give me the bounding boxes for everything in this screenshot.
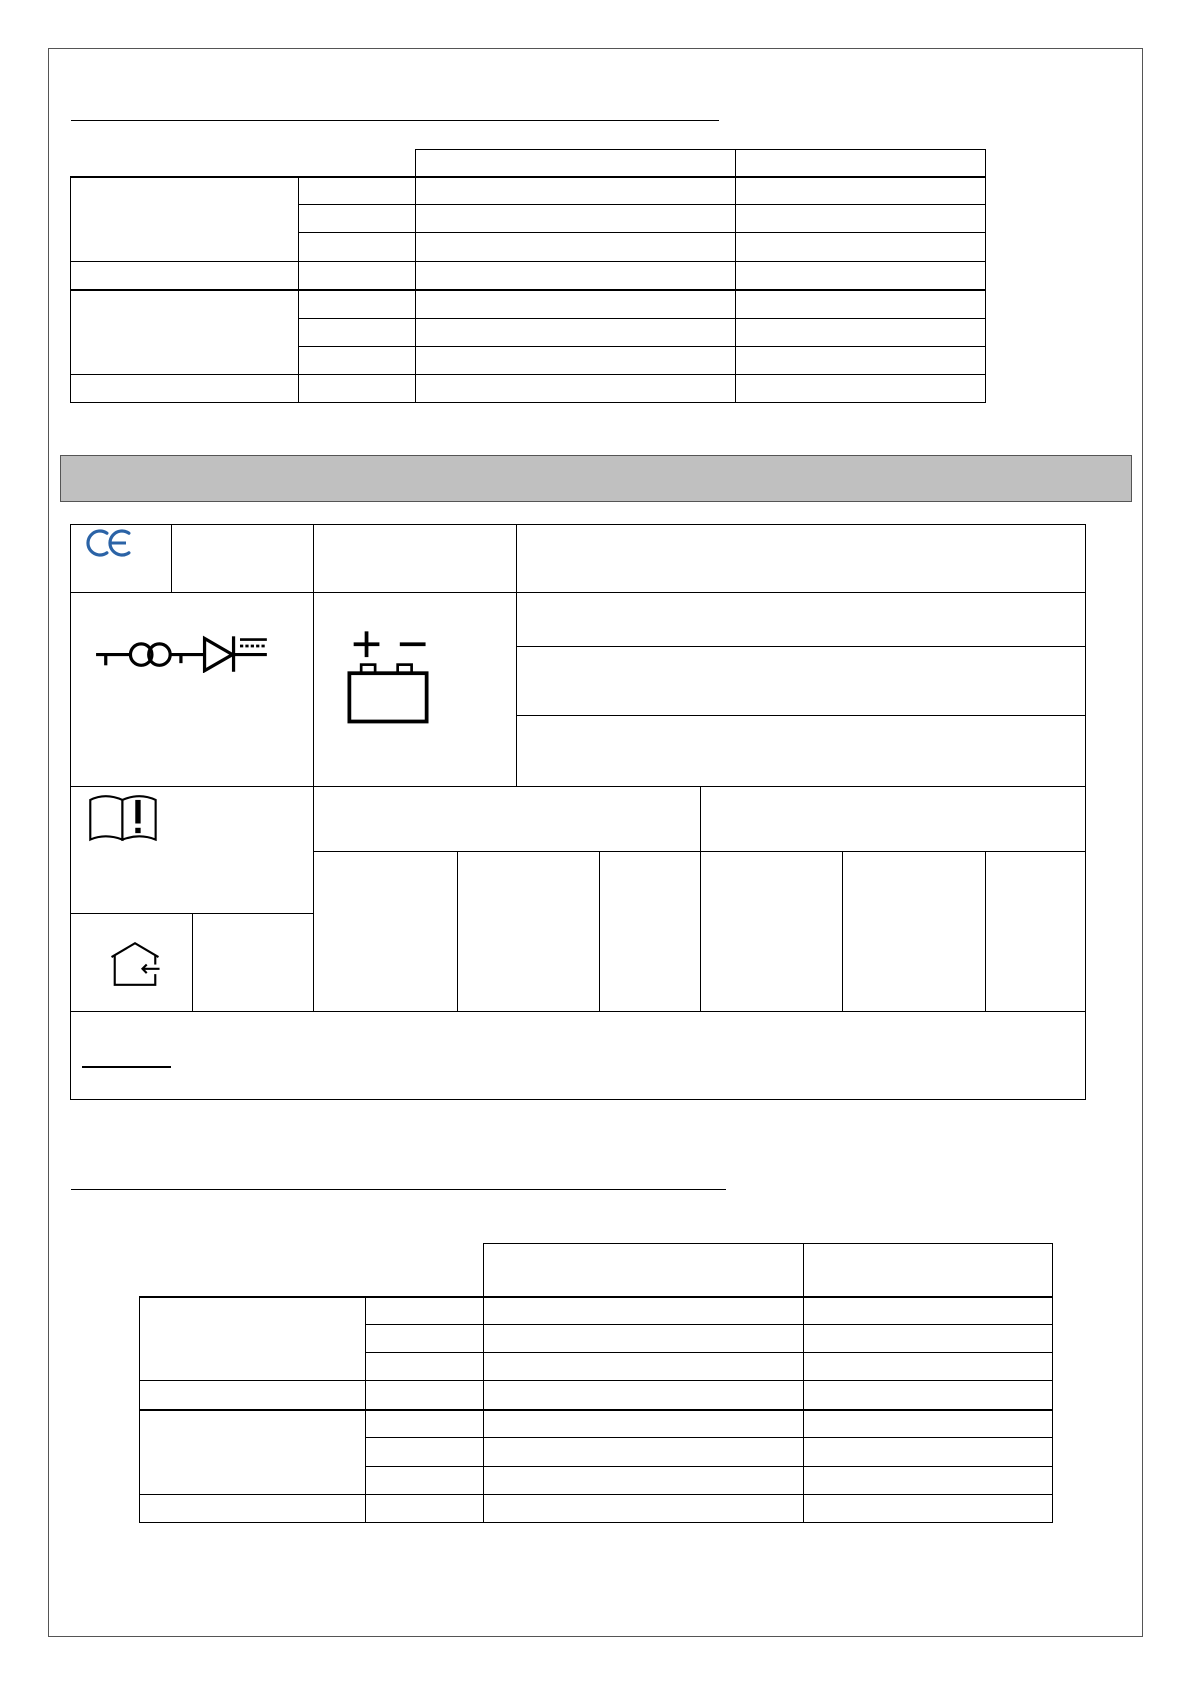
- ce-cell: [70, 524, 171, 592]
- table-cell: [366, 1325, 484, 1353]
- label-cell: [457, 851, 599, 1011]
- label-cell: [516, 715, 1086, 786]
- table-cell: [736, 205, 986, 233]
- transformer-cell: [70, 592, 313, 786]
- table-cell: [299, 375, 416, 403]
- label-cell: [516, 592, 1086, 646]
- table-cell: [416, 205, 736, 233]
- table-cell: [484, 1438, 804, 1467]
- group-cell: [140, 1410, 366, 1495]
- table-cell: [484, 1410, 804, 1438]
- header-cell: [736, 150, 986, 177]
- ce-mark-icon: [84, 527, 132, 559]
- header-cell: [416, 150, 736, 177]
- table-cell: [804, 1438, 1053, 1467]
- table-cell: [366, 1381, 484, 1410]
- header-spacer: [140, 1244, 484, 1297]
- table-cell: [299, 262, 416, 290]
- table-cell: [299, 177, 416, 205]
- table-cell: [736, 177, 986, 205]
- table-cell: [71, 375, 299, 403]
- table-cell: [140, 1495, 366, 1523]
- label-cell: [985, 851, 1086, 1011]
- table-cell: [299, 290, 416, 319]
- table-cell: [299, 319, 416, 347]
- heading-underline-2: [71, 1189, 726, 1190]
- table-row: [140, 1381, 1053, 1410]
- manual-cell: [70, 786, 313, 913]
- data-table-2: [139, 1243, 1053, 1523]
- label-cell: [516, 524, 1086, 592]
- table-cell: [484, 1381, 804, 1410]
- label-cell: [516, 646, 1086, 715]
- table-cell: [736, 233, 986, 262]
- table-cell: [804, 1381, 1053, 1410]
- table-cell: [366, 1438, 484, 1467]
- table-cell: [416, 233, 736, 262]
- battery-cell: [313, 592, 516, 786]
- table-cell: [416, 347, 736, 375]
- table-cell: [71, 262, 299, 290]
- table-cell: [804, 1297, 1053, 1325]
- table-cell: [416, 177, 736, 205]
- label-cell: [313, 851, 457, 1011]
- label-cell: [313, 786, 700, 851]
- table-cell: [366, 1353, 484, 1381]
- table-cell: [804, 1467, 1053, 1495]
- table-cell: [416, 262, 736, 290]
- table-cell: [736, 375, 986, 403]
- table-cell: [299, 347, 416, 375]
- table-cell: [299, 205, 416, 233]
- table-cell: [484, 1467, 804, 1495]
- table-cell: [416, 290, 736, 319]
- table-cell: [366, 1495, 484, 1523]
- table-cell: [484, 1297, 804, 1325]
- header-spacer: [71, 150, 416, 177]
- table-cell: [804, 1353, 1053, 1381]
- table-cell: [736, 262, 986, 290]
- label-cell: [313, 524, 516, 592]
- section-header-bar: [60, 455, 1132, 502]
- table-cell: [140, 1381, 366, 1410]
- table-header-row: [140, 1244, 1053, 1297]
- read-manual-icon: [86, 788, 161, 844]
- table-cell: [484, 1495, 804, 1523]
- table-header-row: [71, 150, 986, 177]
- indoor-cell: [70, 913, 192, 1011]
- header-cell: [804, 1244, 1053, 1297]
- label-cell: [700, 851, 842, 1011]
- group-cell: [140, 1297, 366, 1381]
- notes-underline: [82, 1066, 171, 1068]
- table-row: [71, 177, 986, 205]
- notes-cell: [70, 1011, 1086, 1100]
- header-cell: [484, 1244, 804, 1297]
- group-cell: [71, 177, 299, 262]
- table-cell: [804, 1410, 1053, 1438]
- table-row: [71, 262, 986, 290]
- table-row: [71, 290, 986, 319]
- table-cell: [736, 319, 986, 347]
- table-cell: [416, 375, 736, 403]
- table-row: [140, 1410, 1053, 1438]
- label-cell: [842, 851, 985, 1011]
- table-cell: [484, 1353, 804, 1381]
- table-cell: [804, 1325, 1053, 1353]
- table-cell: [736, 347, 986, 375]
- table-cell: [804, 1495, 1053, 1523]
- label-cell: [700, 786, 1086, 851]
- table-cell: [416, 319, 736, 347]
- heading-underline-1: [71, 120, 719, 121]
- group-cell: [71, 290, 299, 375]
- indoor-use-icon: [108, 940, 162, 988]
- label-cell: [192, 913, 313, 1011]
- rating-label-block: [70, 524, 1086, 1100]
- table-row: [140, 1297, 1053, 1325]
- label-cell: [599, 851, 700, 1011]
- battery-icon: [344, 628, 432, 727]
- table-row: [140, 1495, 1053, 1523]
- transformer-rectifier-icon: [95, 634, 269, 673]
- table-cell: [299, 233, 416, 262]
- table-row: [71, 375, 986, 403]
- data-table-1: [70, 149, 986, 403]
- table-cell: [366, 1410, 484, 1438]
- table-cell: [366, 1297, 484, 1325]
- label-cell: [171, 524, 313, 592]
- table-cell: [736, 290, 986, 319]
- table-cell: [366, 1467, 484, 1495]
- table-cell: [484, 1325, 804, 1353]
